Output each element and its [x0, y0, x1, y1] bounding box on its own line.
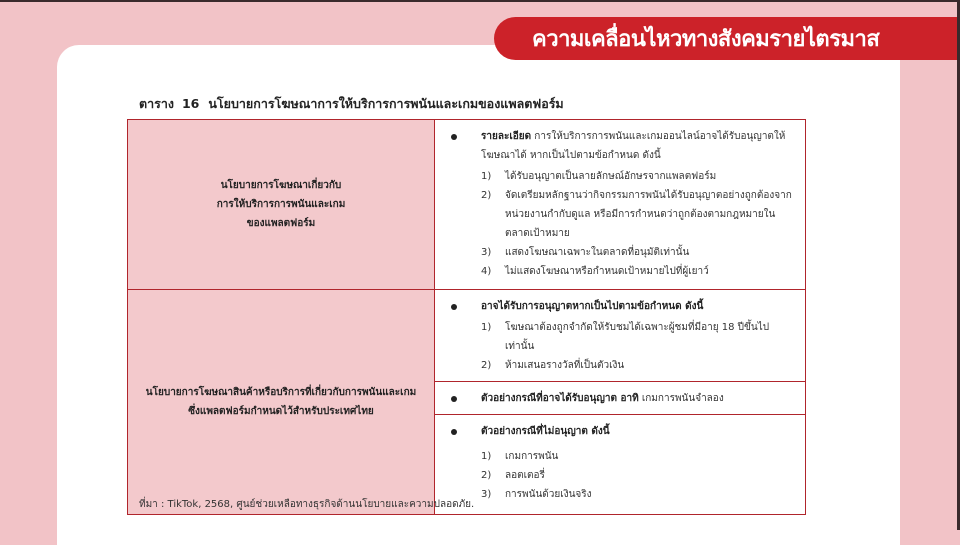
bullet-heading: ตัวอย่างกรณีที่ไม่อนุญาต ดังนี้ — [481, 426, 610, 437]
list-item: 2) ลอตเตอรี่ — [481, 470, 545, 481]
section-banner — [494, 17, 957, 60]
policy-table — [127, 119, 806, 515]
detail-cell — [435, 290, 806, 382]
bullet-item — [451, 389, 793, 408]
window-top-edge — [0, 0, 960, 2]
list-item: 2) จัดเตรียมหลักฐานว่ากิจกรรมการพนันได้รับอนุญาตอย่างถูกต้องจากหน่วยงานกำกับดูแล หรือมีการกำหนดว่าถูกต้องตามกฎหมายในตลาดเป้าหมาย — [481, 190, 792, 239]
table-row — [128, 120, 806, 290]
row-header-line: นโยบายการโฆษณาสินค้าหรือบริการที่เกี่ยวกับการพนันและเกม — [145, 387, 417, 398]
table-row — [128, 290, 806, 382]
bullet-body: เกมการพนันจำลอง — [638, 393, 724, 404]
row-header-line: การให้บริการการพนันและเกม — [216, 199, 346, 210]
source-note: ที่มา : TikTok, 2568, ศูนย์ช่วยเหลือทางธุรกิจด้านนโยบายและความปลอดภัย. — [139, 499, 475, 510]
list-item: 2) ห้ามเสนอรางวัลที่เป็นตัวเงิน — [481, 360, 625, 371]
table-caption — [139, 94, 564, 114]
bullet-icon — [451, 304, 457, 310]
numbered-list — [451, 318, 793, 375]
list-item: 4) ไม่แสดงโฆษณาหรือกำหนดเป้าหมายไปที่ผู้เยาว์ — [481, 266, 709, 277]
list-item: 1) เกมการพนัน — [481, 451, 559, 462]
row-header-line: ของแพลตฟอร์ม — [246, 218, 316, 229]
row-header-line: ซึ่งแพลตฟอร์มกำหนดไว้สำหรับประเทศไทย — [188, 406, 374, 417]
numbered-list — [451, 447, 793, 504]
caption-number: 16 — [181, 96, 200, 111]
bullet-body: การให้บริการการพนันและเกมออนไลน์อาจได้รับอนุญาตให้โฆษณาได้ หากเป็นไปตามข้อกำหนด ดังนี้ — [481, 131, 786, 161]
caption-title: นโยบายการโฆษณาการให้บริการการพนันและเกมของแพลตฟอร์ม — [208, 96, 564, 111]
detail-cell — [435, 382, 806, 415]
bullet-item — [451, 297, 793, 316]
list-item: 3) การพนันด้วยเงินจริง — [481, 489, 592, 500]
list-item: 3) แสดงโฆษณาเฉพาะในตลาดที่อนุมัติเท่านั้น — [481, 247, 690, 258]
bullet-heading: รายละเอียด — [481, 131, 532, 142]
bullet-icon — [451, 396, 457, 402]
row-header-cell — [128, 290, 435, 515]
banner-title: ความเคลื่อนไหวทางสังคมรายไตรมาส — [532, 27, 880, 52]
bullet-icon — [451, 429, 457, 435]
detail-cell — [435, 120, 806, 290]
caption-label: ตาราง — [139, 96, 174, 111]
list-item: 1) ได้รับอนุญาตเป็นลายลักษณ์อักษรจากแพลตฟอร์ม — [481, 171, 717, 182]
bullet-heading: ตัวอย่างกรณีที่อาจได้รับอนุญาต อาทิ — [481, 393, 639, 404]
row-header-cell — [128, 120, 435, 290]
numbered-list — [451, 167, 793, 281]
row-header-line: นโยบายการโฆษณาเกี่ยวกับ — [220, 180, 342, 191]
bullet-item — [451, 422, 793, 441]
detail-cell — [435, 415, 806, 515]
bullet-heading: อาจได้รับการอนุญาตหากเป็นไปตามข้อกำหนด ดังนี้ — [481, 301, 704, 312]
list-item: 1) โฆษณาต้องถูกจำกัดให้รับชมได้เฉพาะผู้ชมที่มีอายุ 18 ปีขึ้นไป เท่านั้น — [481, 322, 770, 352]
bullet-item — [451, 127, 793, 165]
bullet-icon — [451, 134, 457, 140]
